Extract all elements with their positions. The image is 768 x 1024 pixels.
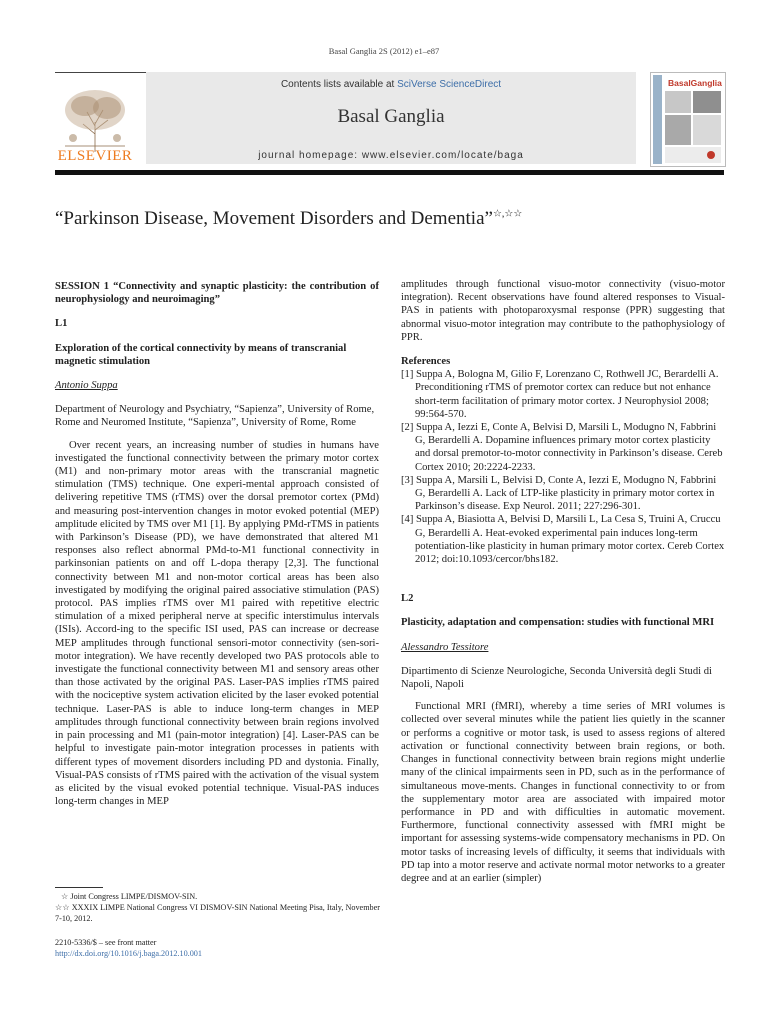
l1-author: [55, 379, 379, 392]
footnote-2-text: XXXIX LIMPE National Congress VI DISMOV-SIN National Meeting Pisa, Italy, November 7-10, 2012.: [55, 903, 381, 923]
l1-author-name: Antonio Suppa: [55, 380, 118, 392]
reference-item: [4] Suppa A, Biasiotta A, Belvisi D, Marsili L, La Cesa S, Truini A, Cruccu G, Berardelli A. Heat-evoked experimental pain induces long-term potentiation-like plasticity in human primary motor cortex. Cereb Cortex 2012; doi:10.1093/cercor/bhs182.: [401, 514, 725, 566]
l1-body: Over recent years, an increasing number of studies in humans have investigated the functional connectivity between the primary motor cortex (M1) and non-primary motor areas with the transcranial magnetic stimulation (TMS) technique. One experi-mental approach consisted of delivering repetitive TMS (rTMS) over the dorsal premotor cortex (PMd) and measuring post-intervention changes in motor evoked potential (MEP) amplitude elicited by TMS over M1 [1]. By applying PMd-rTMS in patients with Parkinson’s Disease (PD), we have demonstrated that altered M1 responses also reflect abnormal PMd-to-M1 functional connectivity in parkinsonian patients on and off L-dopa therapy [2,3]. The functional connectivity between M1 and non-motor cortical areas has been also investigated by modifying the original paired associative stimulation (PAS) protocol. PAS implies rTMS over M1 paired with repetitive electric stimulation of a mixed peripheral nerve at specific interstimulus intervals (ISIs). Accord-ing to the specific ISI used, PAS can increase or decrease MEP amplitudes through functional sensori-motor connectivity (sen-sori-motor integration). We have recently developed two PAS protocols able to investigate the functional connectivity between M1 and sensory areas other than those activated by the original PAS. Laser-PAS implies rTMS paired with the nociceptive system activation elicited by the laser evoked potential technique. Laser-PAS is able to induce long-term changes in MEP amplitudes through functional connectivity between brain regions involved in pain processing and M1 (pain-motor integration) [4]. Laser-PAS can be helpful to investigate pain-motor integration processes in patients with different types of movement disorders including PD and dystonia. Finally, Visual-PAS consists of rTMS paired with the activation of the visual system as elicited by the visual evoked potential technique. Visual-PAS induces long-term changes in MEP: [55, 439, 379, 808]
article-title: [55, 208, 724, 230]
reference-item: [2] Suppa A, Iezzi E, Conte A, Belvisi D, Marsili L, Modugno N, Fabbrini G, Berardelli A. Dopamine influences primary motor cortex plasticity and dorsal premotor-to-motor connectivity in Parkinson’s disease. Cereb Cortex 2010; 20:2224-2233.: [401, 422, 723, 473]
journal-name: Basal Ganglia: [337, 106, 445, 127]
sciencedirect-link[interactable]: SciVerse ScienceDirect: [397, 79, 502, 90]
contents-line: [146, 79, 636, 90]
l2-author-name: Alessandro Tessitore: [401, 641, 489, 653]
title-footnote-marks: ☆,☆☆: [492, 208, 523, 220]
l2-title: Plasticity, adaptation and compensation: studies with functional MRI: [401, 617, 715, 629]
header-thick-rule: [55, 170, 724, 175]
footnote-2-mark: ☆☆: [55, 903, 70, 912]
publisher-logo-text: ELSEVIER: [57, 148, 133, 164]
session-heading: SESSION 1 “Connectivity and synaptic plasticity: the contribution of neurophysiology and neuroimaging”: [55, 281, 379, 306]
footnote-2: [55, 903, 381, 924]
left-column: [55, 280, 379, 808]
cover-title: BasalGanglia: [668, 78, 722, 88]
references-list: [401, 368, 725, 566]
reference-item: [1] Suppa A, Bologna M, Gilio F, Lorenzano C, Rothwell JC, Berardelli A. Preconditioning rTMS of premotor cortex can reduce but not enhance short-term facilitation of primary motor cortex. J Neurophysiol 2008; 99:564-570.: [401, 369, 719, 420]
l2-body: Functional MRI (fMRI), whereby a time series of MRI volumes is collected over several minutes while the patient lies quietly in the scanner or performs a cognitive or motor task, is used to assess regions of altered activation or functional connectivity between brain regions, or both. Changes in functional connectivity between brain regions might underlie many of the clinical impairments seen in PD, such as in the performance of simultaneous move-ments. Changes in functional connectivity to or from the supplementary motor area are associated with impaired motor performance in PD and with difficulties in automatic movement. Furthermore, functional connectivity assessed with fMRI might be important for assessing systems-wide compensatory mechanisms in PD. On motor tasks of increasing levels of difficulty, it seems that individuals with PD tap into a motor reserve and activate normal motor networks to a greater degree and at an earlier (simpler): [401, 701, 725, 884]
reference-item: [3] Suppa A, Marsili L, Belvisi D, Conte A, Iezzi E, Modugno N, Fabbrini G, Berardelli A. Lack of LTP-like plasticity in primary motor cortex in Parkinson’s disease. Exp Neurol. 2011; 227:296-301.: [401, 474, 717, 513]
footnote-1-mark: ☆: [61, 892, 69, 901]
footnote-1-text: Joint Congress LIMPE/DISMOV-SIN.: [70, 892, 198, 901]
journal-homepage[interactable]: journal homepage: www.elsevier.com/locate/baga: [258, 150, 524, 161]
contents-prefix: Contents lists available at: [280, 79, 398, 90]
references-heading: References: [401, 356, 451, 368]
l1-label: L1: [55, 318, 68, 330]
doi-link[interactable]: http://dx.doi.org/10.1016/j.baga.2012.10.001: [55, 949, 202, 958]
l1-affiliation: Department of Neurology and Psychiatry, “Sapienza”, University of Rome, Rome and Neuromed Institute, “Sapienza”, University of Rome, Rome: [55, 404, 375, 429]
footnote-1: [55, 892, 381, 903]
article-title-text: “Parkinson Disease, Movement Disorders and Dementia”: [55, 208, 493, 229]
l1-title: Exploration of the cortical connectivity by means of transcranial magnetic stimulation: [55, 342, 347, 367]
l2-label: L2: [401, 593, 414, 605]
journal-citation: Basal Ganglia 2S (2012) e1–e87: [328, 46, 440, 56]
l2-affiliation: Dipartimento di Scienze Neurologiche, Seconda Università degli Studi di Napoli, Napoli: [401, 665, 712, 691]
right-column: [401, 278, 725, 885]
issn-line: 2210-5336/$ – see front matter: [55, 938, 157, 947]
footnote-rule: [55, 887, 103, 888]
l2-author: [401, 641, 725, 654]
l1-continuation: amplitudes through functional visuo-motor connectivity (visuo-motor integration). Recent observations have found altered responses to Visual-PAS in patients with photoparoxysmal response (PPR) suggesting that abnormal visuo-motor integration may contribute to the pathophysiology of PPR.: [401, 279, 725, 343]
